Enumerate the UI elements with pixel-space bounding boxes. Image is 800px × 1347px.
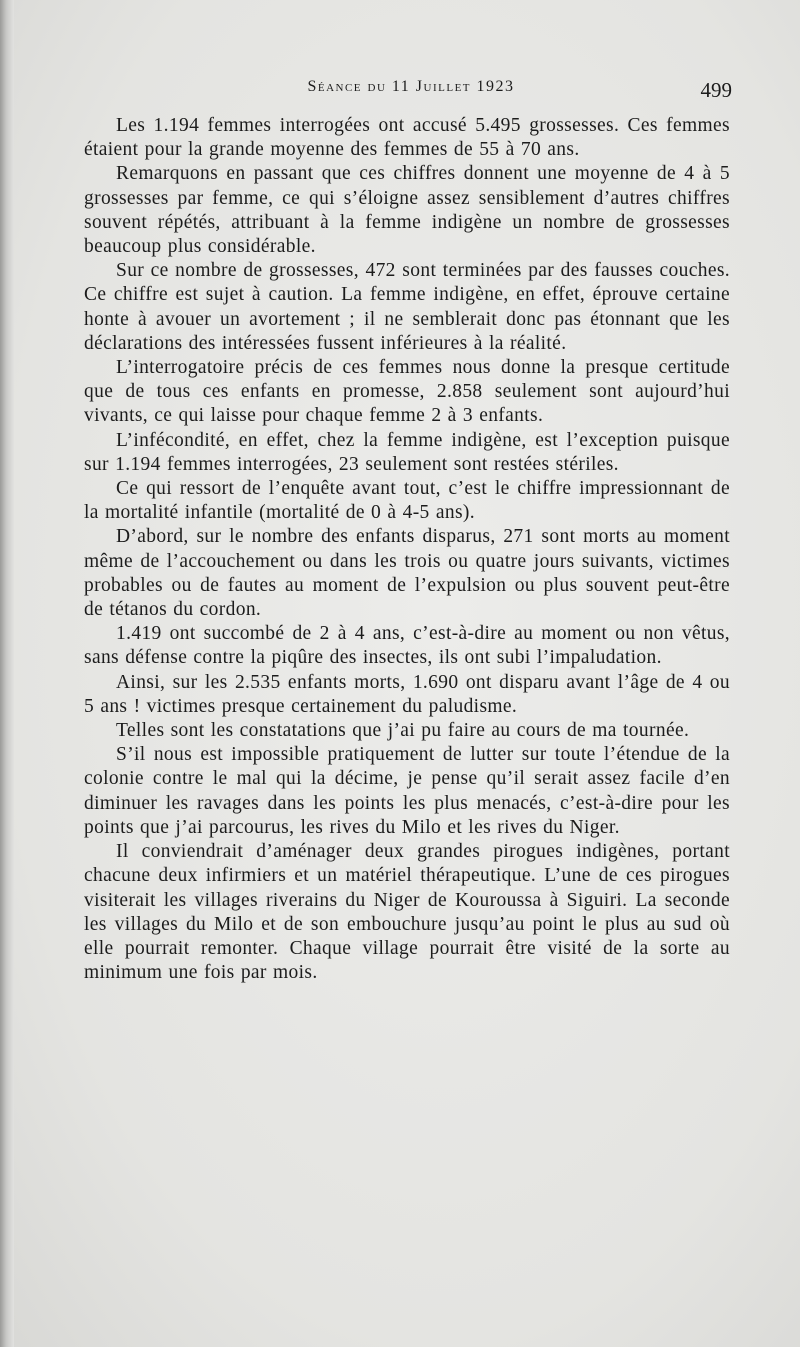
page-header xyxy=(88,78,734,108)
paragraph: Remarquons en passant que ces chiffres donnent une moyenne de 4 à 5 grossesses par femme, ce qui s’éloigne assez sensiblement d’autres chiffres souvent répétés, attribuant à la femme indigène un nombre de grossesses beaucoup plus considérable. xyxy=(84,163,730,258)
page-binding-shadow xyxy=(0,0,14,1347)
paragraph: S’il nous est impossible pratiquement de lutter sur toute l’étendue de la colonie contre le mal qui la décime, je pense qu’il serait assez facile d’en diminuer les ravages dans les points les plus menacés, c’est-à-dire pour les points que j’ai parcourus, les rives du Milo et les rives du Niger. xyxy=(84,744,730,838)
body-text xyxy=(84,114,730,985)
paragraph: 1.419 ont succombé de 2 à 4 ans, c’est-à-dire au moment ou non vêtus, sans défense contre la piqûre des insectes, ils ont subi l’impaludation. xyxy=(84,623,730,669)
running-head: Séance du 11 Juillet 1923 xyxy=(307,78,515,95)
paragraph: Telles sont les constatations que j’ai pu faire au cours de ma tournée. xyxy=(116,720,690,742)
paragraph: L’interrogatoire précis de ces femmes nous donne la presque certitude que de tous ces enfants en promesse, 2.858 seulement sont aujourd’hui vivants, ce qui laisse pour chaque femme 2 à 3 enfants. xyxy=(84,357,730,427)
paragraph: Les 1.194 femmes interrogées ont accusé 5.495 grossesses. Ces femmes étaient pour la grande moyenne des femmes de 55 à 70 ans. xyxy=(84,115,730,161)
paragraph: Sur ce nombre de grossesses, 472 sont terminées par des fausses couches. Ce chiffre est sujet à caution. La femme indigène, en effet, éprouve certaine honte à avouer un avortement ; il ne semblerait donc pas étonnant que les déclarations des intéressées fussent inférieures à la réalité. xyxy=(84,260,730,354)
paragraph: Ce qui ressort de l’enquête avant tout, c’est le chiffre impressionnant de la mortalité infantile (mortalité de 0 à 4-5 ans). xyxy=(84,478,730,524)
paragraph: Il conviendrait d’aménager deux grandes pirogues indigènes, portant chacune deux infirmiers et un matériel thérapeutique. L’une de ces pirogues visiterait les villages riverains du Niger de Kouroussa à Siguiri. La seconde les villages du Milo et de son embouchure jusqu’au point le plus au sud où elle pourrait remonter. Chaque village pourrait être visité de la sorte au minimum une fois par mois. xyxy=(84,841,730,984)
page-number: 499 xyxy=(700,78,732,102)
paragraph: L’infécondité, en effet, chez la femme indigène, est l’exception puisque sur 1.194 femmes interrogées, 23 seulement sont restées stériles. xyxy=(84,429,730,475)
paragraph: Ainsi, sur les 2.535 enfants morts, 1.690 ont disparu avant l’âge de 4 ou 5 ans ! victimes presque certainement du paludisme. xyxy=(84,671,730,717)
paragraph: D’abord, sur le nombre des enfants disparus, 271 sont morts au moment même de l’accouchement ou dans les trois ou quatre jours suivants, victimes probables ou de fautes au moment de l’expulsion ou plus souvent peut-être de tétanos du cordon. xyxy=(84,526,730,621)
